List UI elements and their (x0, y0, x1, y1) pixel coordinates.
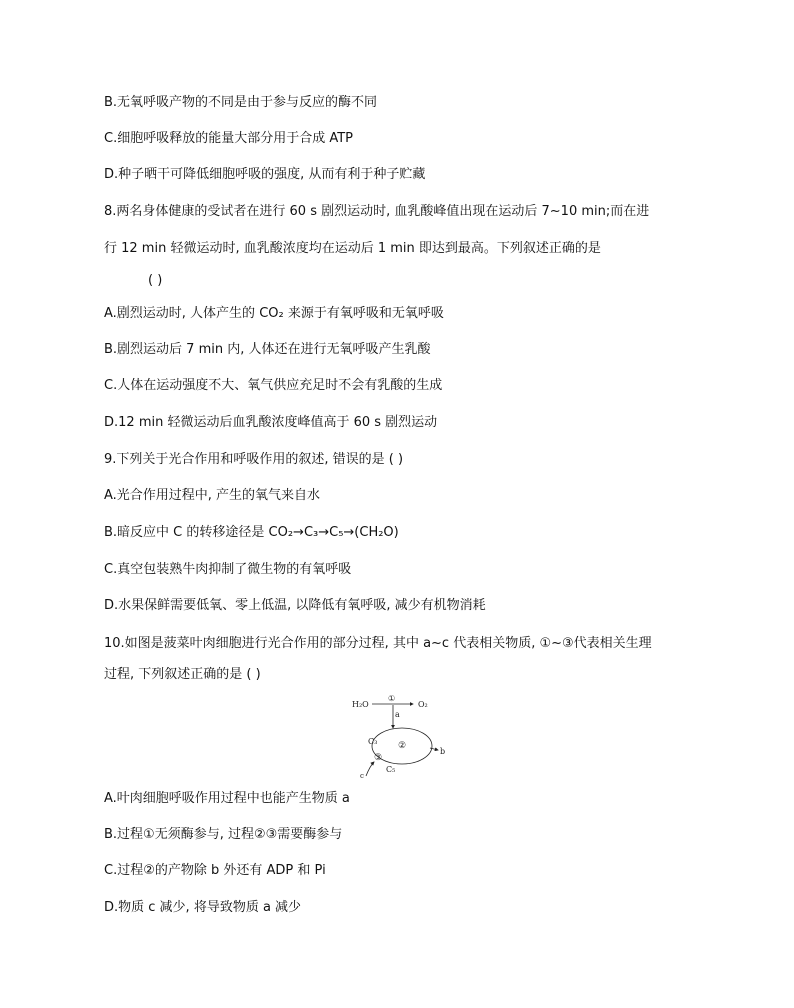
option-b-q9: B.暗反应中 C 的转移途径是 CO₂→C₃→C₅→(CH₂O) (104, 525, 399, 540)
substance-b-label: b (440, 747, 446, 756)
h2o-label: H₂O (352, 700, 369, 709)
photosynthesis-diagram (350, 688, 450, 780)
question-8-stem-line2: 行 12 min 轻微运动时, 血乳酸浓度均在运动后 1 min 即达到最高。下列叙述正确的是 (104, 241, 601, 256)
c3-label: C₃ (368, 737, 378, 746)
step-2-label: ② (398, 741, 407, 751)
question-10-stem-line1: 10.如图是菠菜叶肉细胞进行光合作用的部分过程, 其中 a~c 代表相关物质, ①~③代表相关生理 (104, 636, 652, 651)
option-d-q9: D.水果保鲜需要低氧、零上低温, 以降低有氧呼吸, 减少有机物消耗 (104, 598, 486, 613)
substance-a-label: a (395, 710, 400, 719)
option-a-q8: A.剧烈运动时, 人体产生的 CO₂ 来源于有氧呼吸和无氧呼吸 (104, 306, 444, 321)
c-arrow (366, 762, 374, 776)
step-3-label: ③ (374, 753, 383, 763)
option-b-q8: B.剧烈运动后 7 min 内, 人体还在进行无氧呼吸产生乳酸 (104, 342, 431, 357)
question-10-stem-line2: 过程, 下列叙述正确的是 ( ) (104, 667, 261, 682)
option-b-q10: B.过程①无须酶参与, 过程②③需要酶参与 (104, 827, 343, 842)
question-8-answer-bracket: ( ) (148, 273, 163, 288)
option-a-q10: A.叶肉细胞呼吸作用过程中也能产生物质 a (104, 791, 350, 806)
substance-c-label: c (360, 772, 364, 780)
option-d-q7: D.种子晒干可降低细胞呼吸的强度, 从而有利于种子贮藏 (104, 167, 426, 182)
option-c-q8: C.人体在运动强度不大、氧气供应充足时不会有乳酸的生成 (104, 378, 443, 393)
option-c-q9: C.真空包装熟牛肉抑制了微生物的有氧呼吸 (104, 562, 352, 577)
option-d-q10: D.物质 c 减少, 将导致物质 a 减少 (104, 900, 302, 915)
question-9-stem: 9.下列关于光合作用和呼吸作用的叙述, 错误的是 ( ) (104, 452, 404, 467)
c5-label: C₅ (386, 765, 396, 774)
option-b-q7: B.无氧呼吸产物的不同是由于参与反应的酶不同 (104, 95, 378, 110)
step-1-label: ① (388, 694, 396, 703)
question-8-stem-line1: 8.两名身体健康的受试者在进行 60 s 剧烈运动时, 血乳酸峰值出现在运动后 7~10 min;而在进 (104, 204, 650, 219)
option-c-q7: C.细胞呼吸释放的能量大部分用于合成 ATP (104, 131, 354, 146)
o2-label: O₂ (418, 700, 428, 709)
option-a-q9: A.光合作用过程中, 产生的氧气来自水 (104, 488, 321, 503)
option-c-q10: C.过程②的产物除 b 外还有 ADP 和 Pi (104, 863, 326, 878)
option-d-q8: D.12 min 轻微运动后血乳酸浓度峰值高于 60 s 剧烈运动 (104, 415, 438, 430)
